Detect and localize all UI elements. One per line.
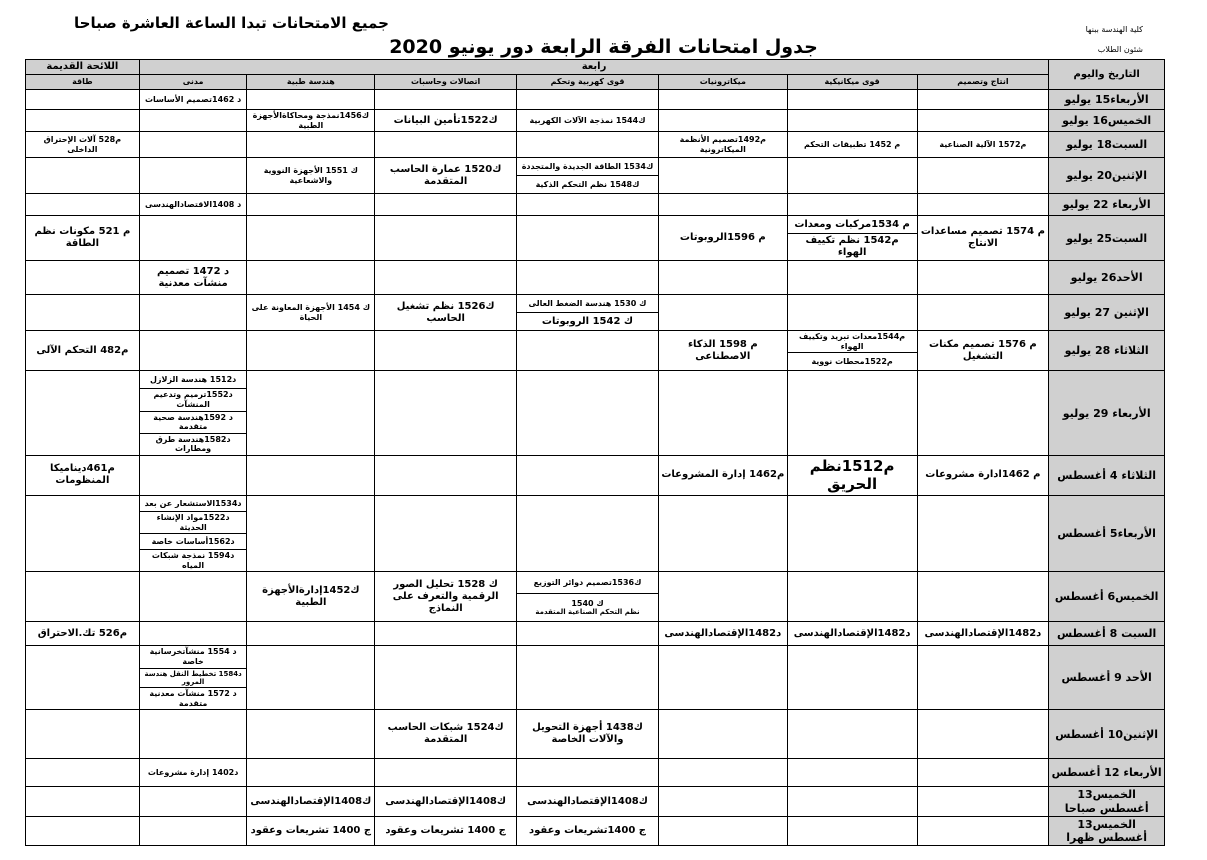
fourth-year-header: رابعة bbox=[139, 60, 1049, 75]
date-cell: الأربعاء 22 يوليو bbox=[1049, 194, 1165, 216]
exam-cell: د 1462تصميم الأساسات bbox=[139, 90, 247, 110]
date-cell: السبت25 يوليو bbox=[1049, 216, 1165, 261]
exam-cell: ك1534 الطاقة الجديدة والمتجددة bbox=[517, 158, 659, 176]
exam-cell: ج 1400 تشريعات وعقود bbox=[247, 816, 375, 845]
college-name: كلية الهندسة ببنها bbox=[1085, 25, 1143, 34]
table-row bbox=[26, 261, 1165, 295]
exam-cell: م1522محطات نووية bbox=[787, 353, 917, 371]
exam-cell: ك1438 أجهزة التحويل والآلات الخاصة bbox=[517, 710, 659, 759]
exam-cell: د1482الإقتصادالهندسى bbox=[787, 622, 917, 646]
office-name: شئون الطلاب bbox=[1097, 45, 1143, 54]
exam-cell: ك1522تأمين البيانات bbox=[375, 110, 517, 132]
date-cell: الثلاثاء 28 يوليو bbox=[1049, 331, 1165, 371]
exam-cell: م 1576 تصميم مكنات التشغيل bbox=[917, 331, 1049, 371]
department-header-row bbox=[26, 75, 1165, 90]
exam-cell: ك1526 نظم تشغيل الحاسب bbox=[375, 295, 517, 331]
exam-title: نظم التحكم الصناعية المتقدمة bbox=[535, 608, 640, 617]
table-row bbox=[26, 759, 1165, 787]
exam-cell: م461ديناميكا المنظومات bbox=[26, 455, 140, 495]
exam-cell: م 521 مكونات نظم الطاقة bbox=[26, 216, 140, 261]
exam-cell: د1512 هندسة الزلازل bbox=[139, 371, 247, 389]
exam-cell: م1572 الآلية الصناعية bbox=[917, 132, 1049, 158]
dept-mech-power-header: قوى ميكانيكية bbox=[787, 75, 917, 90]
exam-cell: ك1408الإقتصادالهندسى bbox=[517, 787, 659, 816]
exam-cell: د 1408الاقتصادالهندسى bbox=[139, 194, 247, 216]
header-row bbox=[26, 60, 1165, 75]
exam-cell: د1562أساسات خاصة bbox=[139, 534, 247, 550]
date-cell: الأربعاء 12 أغسطس bbox=[1049, 759, 1165, 787]
issuer-block bbox=[1086, 20, 1143, 60]
dept-production-header: انتاج وتصميم bbox=[917, 75, 1049, 90]
table-row bbox=[26, 90, 1165, 110]
exam-cell: ك 1551 الأجهزة النووية والاشعاعية bbox=[247, 158, 375, 194]
date-cell: السبت 8 أغسطس bbox=[1049, 622, 1165, 646]
dept-energy-header: طاقة bbox=[26, 75, 140, 90]
date-cell: الخميس6 أغسطس bbox=[1049, 572, 1165, 622]
dept-elec-power-header: قوى كهربية وتحكم bbox=[517, 75, 659, 90]
table-row bbox=[26, 816, 1165, 845]
exam-cell: د1482الإقتصادالهندسى bbox=[917, 622, 1049, 646]
dept-comms-header: اتصالات وحاسبات bbox=[375, 75, 517, 90]
page-title: جدول امتحانات الفرقة الرابعة دور يونيو 2020 bbox=[389, 36, 818, 58]
dept-civil-header: مدنى bbox=[139, 75, 247, 90]
exam-cell: ك1548 نظم التحكم الذكية bbox=[517, 176, 659, 194]
exam-cell: م 1534مركبات ومعدات bbox=[787, 216, 917, 234]
exam-cell: ج 1400 تشريعات وعقود bbox=[375, 816, 517, 845]
table-row bbox=[26, 371, 1165, 389]
dept-biomed-header: هندسة طبية bbox=[247, 75, 375, 90]
date-cell: الأربعاء5 أغسطس bbox=[1049, 495, 1165, 571]
exam-cell: م528 آلات الإحتراق الداخلى bbox=[26, 132, 140, 158]
table-row bbox=[26, 622, 1165, 646]
exam-cell: ك 1542 الروبوتات bbox=[517, 313, 659, 331]
exam-cell: ك1524 شبكات الحاسب المتقدمة bbox=[375, 710, 517, 759]
exam-cell: د 1572 منشآت معدنية متقدمة bbox=[139, 688, 247, 710]
exam-cell: د1402 إدارة مشروعات bbox=[139, 759, 247, 787]
table-row bbox=[26, 710, 1165, 759]
exam-cell: م 1462ادارة مشروعات bbox=[917, 455, 1049, 495]
table-row bbox=[26, 194, 1165, 216]
exam-cell: ك1544 نمذجة الآلات الكهربية bbox=[517, 110, 659, 132]
exam-cell: د 1592هندسة صحية متقدمة bbox=[139, 411, 247, 433]
exam-cell: م1512نظم الحريق bbox=[787, 455, 917, 495]
exam-cell: ك1452إدارةالأجهزة الطبية bbox=[247, 572, 375, 622]
exam-cell: م 1598 الذكاء الاصطناعى bbox=[658, 331, 787, 371]
exam-cell: م1542 نظم تكييف الهواء bbox=[787, 234, 917, 261]
table-row bbox=[26, 216, 1165, 234]
table-row bbox=[26, 455, 1165, 495]
table-row bbox=[26, 787, 1165, 816]
exam-cell: م526 تك.الاحتراق bbox=[26, 622, 140, 646]
exam-code: ك 1540 bbox=[571, 598, 604, 608]
table-row bbox=[26, 331, 1165, 353]
exam-cell: م 1574 تصميم مساعدات الانتاج bbox=[917, 216, 1049, 261]
exam-cell: ج 1400تشريعات وعقود bbox=[517, 816, 659, 845]
exam-cell: د1522مواد الإنشاء الحديثة bbox=[139, 511, 247, 533]
date-cell: الثلاثاء 4 أغسطس bbox=[1049, 455, 1165, 495]
date-cell: الخميس13 أغسطس صباحا bbox=[1049, 787, 1165, 816]
date-cell: الأربعاء 29 يوليو bbox=[1049, 371, 1165, 456]
exam-cell: د 1472 تصميم منشآت معدنية bbox=[139, 261, 247, 295]
exam-cell: م 1596الروبوتات bbox=[658, 216, 787, 261]
table-row bbox=[26, 495, 1165, 511]
exam-cell: ك 1530 هندسة الضغط العالى bbox=[517, 295, 659, 313]
exam-cell: م1544معدات تبريد وتكييف الهواء bbox=[787, 331, 917, 353]
date-cell: الإثنين 27 يوليو bbox=[1049, 295, 1165, 331]
table-row bbox=[26, 295, 1165, 313]
table-row bbox=[26, 158, 1165, 176]
table-row bbox=[26, 132, 1165, 158]
exam-cell: د1584 تخطيط النقل هندسة المرور bbox=[139, 668, 247, 688]
exam-cell: د1582هندسة طرق ومطارات bbox=[139, 433, 247, 455]
exam-cell: ك1408الإقتصادالهندسى bbox=[375, 787, 517, 816]
date-cell: الخميس16 يوليو bbox=[1049, 110, 1165, 132]
table-row bbox=[26, 646, 1165, 668]
table-row bbox=[26, 110, 1165, 132]
dept-mechatronics-header: ميكاترونيات bbox=[658, 75, 787, 90]
exam-cell bbox=[517, 594, 659, 622]
exam-cell: ك1456نمذجة ومحاكاةالأجهزة الطبية bbox=[247, 110, 375, 132]
date-cell: الإثنين20 يوليو bbox=[1049, 158, 1165, 194]
exam-cell: ك1408الإقتصادالهندسى bbox=[247, 787, 375, 816]
date-column-header: التاريخ واليوم bbox=[1049, 60, 1165, 90]
exam-cell: م482 التحكم الآلى bbox=[26, 331, 140, 371]
exam-cell: ك1536تصميم دوائر التوزيع bbox=[517, 572, 659, 594]
date-cell: الإثنين10 أغسطس bbox=[1049, 710, 1165, 759]
exam-cell: م1462 إدارة المشروعات bbox=[658, 455, 787, 495]
date-cell: السبت18 يوليو bbox=[1049, 132, 1165, 158]
exam-cell: د1594 نمذجة شبكات المياه bbox=[139, 550, 247, 572]
exam-cell: م1492تصميم الأنظمة الميكاترونية bbox=[658, 132, 787, 158]
exam-cell: ك 1528 تحليل الصور الرقمية والتعرف على النماذج bbox=[375, 572, 517, 622]
exam-cell: د1534الاستشعار عن بعد bbox=[139, 495, 247, 511]
exam-cell: د 1554 منشآتخرسانية خاصة bbox=[139, 646, 247, 668]
exam-schedule-table bbox=[25, 59, 1165, 846]
old-regulation-header: اللائحة القديمة bbox=[26, 60, 140, 75]
exam-time-notice: جميع الامتحانات تبدا الساعة العاشرة صباحا bbox=[74, 14, 389, 32]
exam-cell: د1482الإقتصادالهندسى bbox=[658, 622, 787, 646]
date-cell: الخميس13 أغسطس ظهرا bbox=[1049, 816, 1165, 845]
date-cell: الأربعاء15 يوليو bbox=[1049, 90, 1165, 110]
date-cell: الأحد26 يوليو bbox=[1049, 261, 1165, 295]
exam-cell: ك 1454 الأجهزة المعاونة على الحياة bbox=[247, 295, 375, 331]
exam-cell: د1552ترميم وتدعيم المنشآت bbox=[139, 389, 247, 411]
exam-cell: ك1520 عمارة الحاسب المتقدمة bbox=[375, 158, 517, 194]
table-row bbox=[26, 572, 1165, 594]
date-cell: الأحد 9 أغسطس bbox=[1049, 646, 1165, 710]
exam-cell: م 1452 تطبيقات التحكم bbox=[787, 132, 917, 158]
